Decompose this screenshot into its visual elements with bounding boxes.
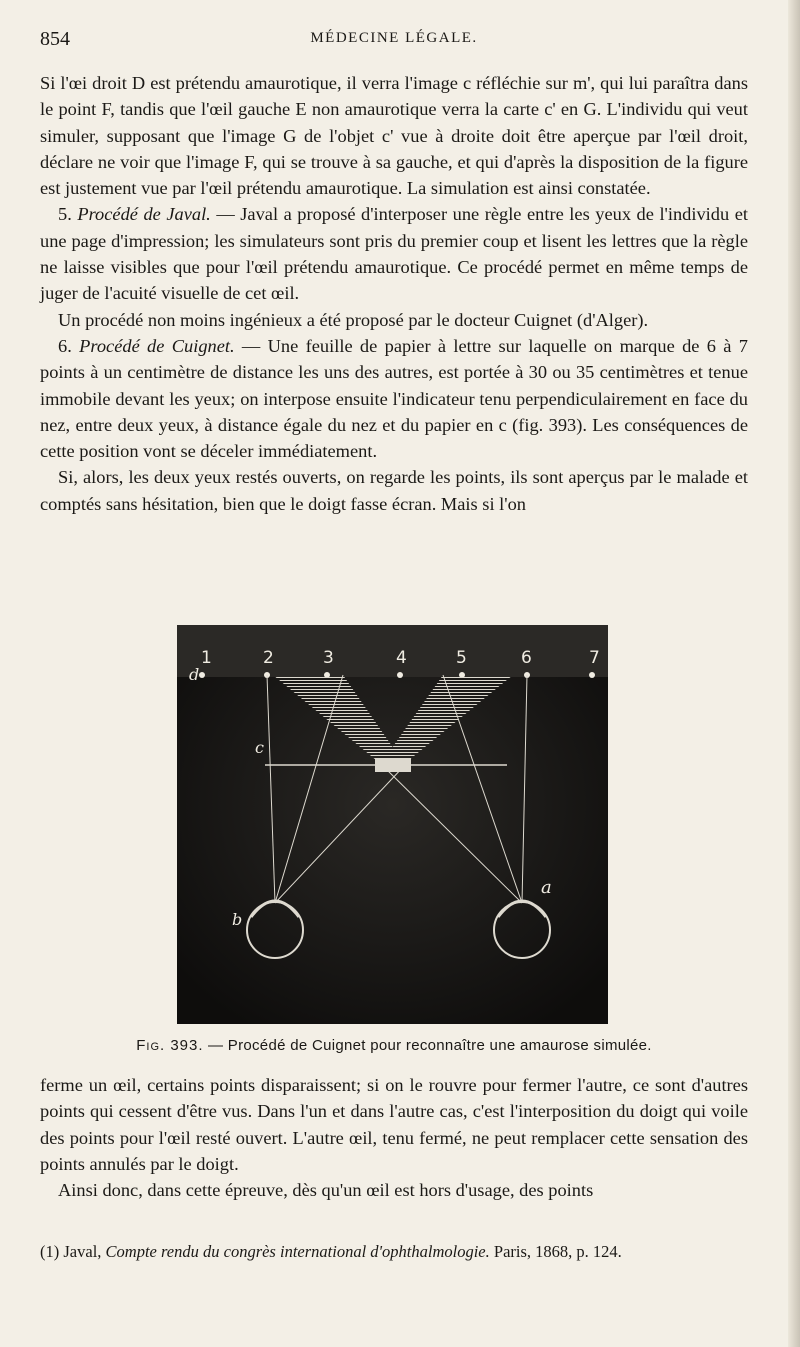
- point-number-5: 5: [456, 648, 467, 668]
- paper-sheet: [177, 625, 608, 677]
- paragraph-javal: 5. Procédé de Javal. — Javal a proposé d'interposer une règle entre les yeux de l'individu et une page d'impression; les simulateurs sont pris du premier coup et lisent les lettres que la règle ne laisse visibles que pour l'œil prétendu amaurotique. Ce procédé permet en même temps de juger de l'acuité visuelle de cet œil.: [40, 204, 748, 304]
- page-number: 854: [40, 28, 70, 50]
- figure-label: Fig. 393.: [136, 1037, 204, 1054]
- point-number-2: 2: [263, 648, 274, 668]
- paragraph-observation: Si, alors, les deux yeux restés ouverts, on regarde les points, ils sont aperçus par le malade et comptés sans hésitation, bien que le doigt fasse écran. Mais si l'on: [40, 467, 748, 514]
- paragraph-continued: ferme un œil, certains points disparaissent; si on le rouvre pour fermer l'autre, ce sont d'autres points qui cessent d'être vus. Dans l'un et dans l'autre cas, c'est l'interposition du doigt qui voile des points pour l'œil resté ouvert. L'autre œil, tenu fermé, ne peut remplacer cette sensation des points annulés par le doigt.: [40, 1075, 748, 1174]
- footnote-marker: (1): [40, 1242, 60, 1261]
- body-text-top: [40, 70, 748, 517]
- figure-393: [177, 625, 608, 1024]
- point-number-1: 1: [201, 648, 212, 668]
- label-a: a: [541, 877, 552, 898]
- point-number-4: 4: [396, 648, 407, 668]
- paragraph-conclusion: Ainsi donc, dans cette épreuve, dès qu'un œil est hors d'usage, des points: [58, 1180, 594, 1201]
- paragraph-1: Si l'œi droit D est prétendu amaurotique, il verra l'image c réfléchie sur m', qui lui paraîtra dans le point F, tandis que l'œil gauche E non amaurotique verra la carte c' en G. L'individu qui veut simuler, supposant que l'image G de l'objet c' vue à droite doit être aperçue par l'œil droit, déclare ne voir que l'image F, qui se trouve à sa gauche, et qui d'après la disposition de la figure est justement vue par l'œil prétendu amaurotique. La simulation est ainsi constatée.: [40, 73, 748, 199]
- point-number-7: 7: [589, 648, 600, 668]
- body-text-bottom: [40, 1072, 748, 1203]
- figure-caption: [40, 1037, 748, 1054]
- section-number: 5.: [58, 204, 72, 225]
- label-c: c: [255, 738, 264, 757]
- page-header: [40, 28, 748, 52]
- section-title-cuignet: Procédé de Cuignet.: [79, 335, 235, 356]
- figure-illustration: [177, 625, 608, 1024]
- label-d: d: [189, 665, 200, 684]
- paragraph-cuignet-intro: Un procédé non moins ingénieux a été proposé par le docteur Cuignet (d'Alger).: [58, 309, 649, 330]
- footnote: (1) Javal, Compte rendu du congrès international d'ophthalmologie. Paris, 1868, p. 124.: [40, 1242, 622, 1261]
- point-number-3: 3: [323, 648, 334, 668]
- point-dot: [589, 672, 595, 678]
- running-title: MÉDECINE LÉGALE.: [310, 30, 478, 46]
- section-title-javal: Procédé de Javal.: [77, 204, 211, 225]
- label-b: b: [232, 910, 243, 929]
- page-edge-shadow: [788, 0, 800, 1347]
- caption-text: — Procédé de Cuignet pour reconnaître une amaurose simulée.: [203, 1037, 652, 1054]
- footnote-title: Compte rendu du congrès international d'ophthalmologie.: [105, 1242, 490, 1261]
- section-number: 6.: [58, 335, 72, 356]
- point-dot: [397, 672, 403, 678]
- point-number-6: 6: [521, 648, 532, 668]
- finger: [375, 758, 411, 772]
- paragraph-cuignet: 6. Procédé de Cuignet. — Une feuille de papier à lettre sur laquelle on marque de 6 à 7 points à un centimètre de distance les uns des autres, est portée à 30 ou 35 centimètres et tenue immobile devant les yeux; on interpose ensuite l'indicateur tenu perpendiculairement en face du nez, entre deux yeux, à distance égale du nez et du papier en c (fig. 393). Les conséquences de cette position vont se déceler immédiatement.: [40, 335, 748, 462]
- point-dot: [199, 672, 205, 678]
